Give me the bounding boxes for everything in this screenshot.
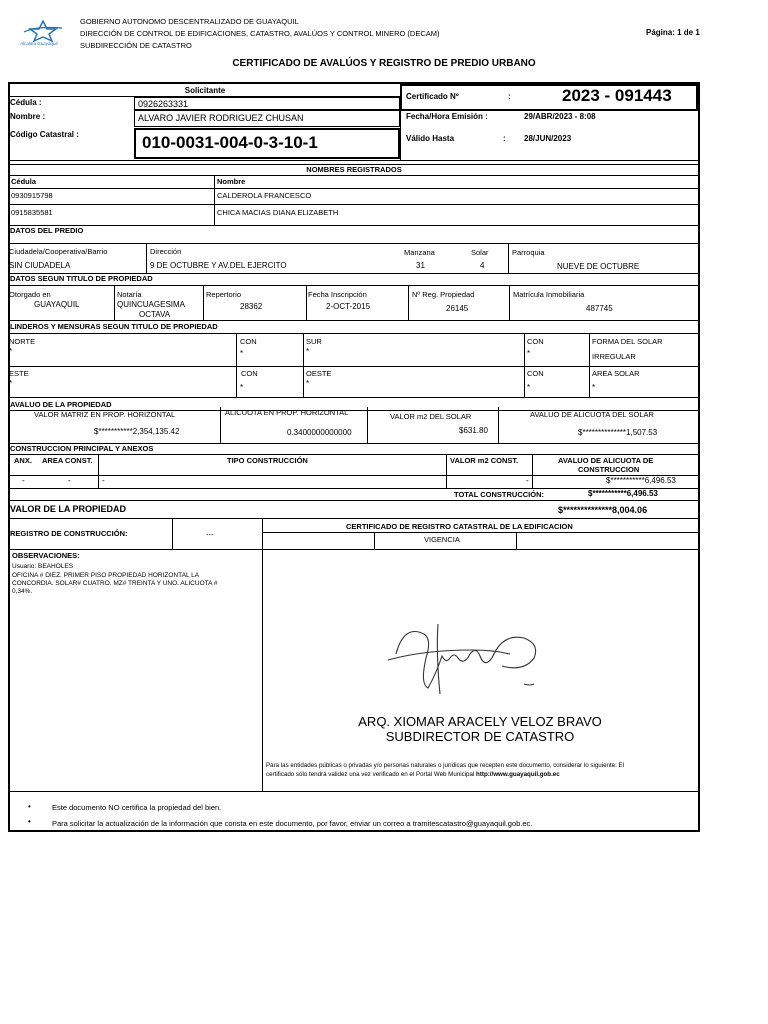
norte-label: NORTE (9, 337, 36, 346)
certificado-numero: 2023 - 091443 (562, 86, 672, 105)
norte-con-value: * (240, 349, 244, 358)
valido-colon: : (503, 134, 506, 143)
observaciones-usuario: Usuario: BEAHOLES (12, 563, 74, 570)
portal-link[interactable]: http://www.guayaquil.gob.ec (476, 771, 560, 778)
reg-nombre-2: CHICA MACIAS DIANA ELIZABETH (217, 208, 339, 217)
col-nombre: Nombre (217, 177, 246, 186)
titulo-title: DATOS SEGUN TITULO DE PROPIEDAD (10, 274, 153, 283)
avaluo-title: AVALUO DE LA PROPIEDAD (10, 400, 112, 409)
m2-solar-label: VALOR m2 DEL SOLAR (390, 412, 472, 421)
sur-con-label: CON (527, 337, 544, 346)
valido-value: 28/JUN/2023 (524, 134, 572, 143)
observaciones-line-1: OFICINA # DIEZ. PRIMER PISO PROPIEDAD HORIZONTAL LA (12, 572, 200, 579)
manzana-label: Manzana (404, 248, 435, 257)
registro-construccion-value: --- (206, 530, 214, 539)
oeste-value: * (306, 379, 310, 388)
forma-value: IRREGULAR (592, 352, 636, 361)
cert-edificacion-title: CERTIFICADO DE REGISTRO CATASTRAL DE LA EDIFICACION (346, 522, 573, 531)
otorgado-value: GUAYAQUIL (34, 300, 80, 309)
observaciones-line-2: CONCORDIA. SOLAR# CUATRO. MZ# TREINTA Y UNO. ALICUOTA # (12, 580, 218, 587)
direccion-label: Dirección (150, 247, 182, 256)
parroquia-label: Parroquia (512, 248, 545, 257)
ciudadela-label: Ciudadela/Cooperativa/Barrio (9, 247, 108, 256)
valor-propiedad-label: VALOR DE LA PROPIEDAD (10, 504, 127, 514)
row-avaluo-value: $***********6,496.53 (606, 476, 676, 485)
avaluo-alicuota-value: $**************1,507.53 (578, 428, 658, 437)
emision-value: 29/ABR/2023 - 8:08 (524, 112, 596, 121)
signatory-role: SUBDIRECTOR DE CATASTRO (385, 729, 575, 744)
este-con-value: * (240, 383, 244, 392)
norte-value: * (9, 347, 13, 356)
org-line-1: GOBIERNO AUTONOMO DESCENTRALIZADO DE GUAYAQUIL (80, 17, 299, 26)
fecha-value: 2-OCT-2015 (326, 302, 371, 311)
observaciones-title: OBSERVACIONES: (12, 551, 80, 560)
col-area: AREA CONST. (42, 456, 93, 465)
bullet-icon-2: • (28, 817, 31, 826)
ciudadela-value: SIN CIUDADELA (9, 261, 71, 270)
row-anx-dash: - (22, 476, 25, 485)
signature (384, 614, 554, 704)
solicitante-nombre: ALVARO JAVIER RODRIGUEZ CHUSAN (138, 113, 304, 123)
oeste-con-label: CON (527, 369, 544, 378)
avaluo-alicuota-label: AVALUO DE ALICUOTA DEL SOLAR (530, 410, 654, 419)
total-construccion-value: $***********6,496.53 (588, 489, 658, 498)
org-line-2: DIRECCIÓN DE CONTROL DE EDIFICACIONES, CATASTRO, AVALÚOS Y CONTROL MINERO (DECAM) (80, 29, 440, 38)
city-logo (22, 20, 64, 48)
otorgado-label: Otorgado en (9, 290, 51, 299)
nombre-label: Nombre : (10, 112, 46, 121)
sur-value: * (306, 347, 310, 356)
col-avaluo-1: AVALUO DE ALICUOTA DE (558, 456, 654, 465)
solicitante-cedula: 0926263331 (138, 99, 189, 109)
alicuota-value: 0.3400000000000 (287, 428, 352, 437)
footer-note-1: Este documento NO certifica la propiedad del bien. (52, 803, 222, 812)
solar-label: Solar (471, 248, 489, 257)
row-area-dash: - (68, 476, 71, 485)
este-value: * (9, 379, 13, 388)
manzana-value: 31 (416, 261, 425, 270)
valido-label: Válido Hasta (406, 134, 455, 143)
matricula-label: Matrícula Inmobiliaria (513, 290, 585, 299)
star-icon (22, 20, 64, 42)
fecha-label: Fecha Inscripción (308, 290, 367, 299)
reg-cedula-1: 0930915798 (11, 191, 53, 200)
registro-construccion-label: REGISTRO DE CONSTRUCCIÓN: (10, 529, 128, 538)
bullet-icon-1: • (28, 802, 31, 811)
certificado-colon: : (508, 92, 511, 101)
col-cedula: Cédula (11, 177, 37, 186)
este-label: ESTE (9, 369, 29, 378)
matriz-label: VALOR MATRIZ EN PROP. HORIZONTAL (34, 410, 176, 419)
este-con-label: CON (241, 369, 258, 378)
page-number: Página: 1 de 1 (646, 28, 700, 37)
col-tipo: TIPO CONSTRUCCIÓN (227, 456, 308, 465)
matriz-value: $***********2,354,135.42 (94, 427, 180, 436)
sur-label: SUR (306, 337, 322, 346)
registro-label: Nº Reg. Propiedad (412, 290, 475, 299)
validity-note-1: Para las entidades públicas o privadas y/o personas naturales o jurídicas que recepten este documento, considerar lo siguiente: El (266, 762, 625, 769)
observaciones-line-3: 0,34%. (12, 588, 33, 595)
col-valor-m2: VALOR m2 CONST. (450, 456, 519, 465)
forma-label: FORMA DEL SOLAR (592, 337, 663, 346)
norte-con-label: CON (240, 337, 257, 346)
notaria-value-2: OCTAVA (139, 310, 171, 319)
col-anx: ANX. (14, 456, 32, 465)
oeste-con-value: * (527, 383, 531, 392)
codigo-catastral: 010-0031-004-0-3-10-1 (142, 133, 318, 152)
row-valor-dash: - (526, 476, 529, 485)
reg-cedula-2: 0915835581 (11, 208, 53, 217)
solar-value: 4 (480, 261, 485, 270)
oeste-label: OESTE (306, 369, 332, 378)
repertorio-label: Repertorio (206, 290, 242, 299)
parroquia-value: NUEVE DE OCTUBRE (557, 262, 640, 271)
signatory-name: ARQ. XIOMAR ARACELY VELOZ BRAVO (358, 714, 602, 729)
notaria-label: Notaría (117, 290, 142, 299)
total-construccion-label: TOTAL CONSTRUCCIÓN: (454, 490, 544, 499)
valor-propiedad-value: $**************8,004.06 (558, 505, 648, 515)
nombres-title: NOMBRES REGISTRADOS (306, 165, 402, 174)
predio-title: DATOS DEL PREDIO (10, 226, 84, 235)
area-solar-label: AREA SOLAR (592, 369, 640, 378)
validity-note-2-text: certificado sólo tendrá validez una vez verificado en el Portal Web Municipal (266, 771, 475, 778)
direccion-value: 9 DE OCTUBRE Y AV.DEL EJERCITO (150, 261, 287, 270)
sur-con-value: * (527, 349, 531, 358)
logo-text: Alcaldía Guayaquil (20, 41, 58, 46)
repertorio-value: 28362 (240, 302, 263, 311)
vigencia-label: VIGENCIA (424, 535, 460, 544)
construccion-title: CONSTRUCCION PRINCIPAL Y ANEXOS (10, 444, 154, 453)
matricula-value: 487745 (586, 304, 613, 313)
registro-value: 26145 (446, 304, 469, 313)
linderos-title: LINDEROS Y MENSURAS SEGUN TITULO DE PROPIEDAD (10, 322, 218, 331)
certificado-label: Certificado Nº (406, 92, 459, 101)
col-avaluo-2: CONSTRUCCION (578, 465, 640, 474)
cedula-label: Cédula : (10, 98, 42, 107)
org-line-3: SUBDIRECCIÓN DE CATASTRO (80, 41, 192, 50)
row-tipo-dash: - (102, 476, 105, 485)
footer-note-2: Para solicitar la actualización de la información que consta en este documento, por favor, enviar un correo a tramitescatastro@guayaquil.gob.ec. (52, 819, 533, 828)
solicitante-title: Solicitante (184, 86, 226, 95)
codigo-label: Código Catastral : (10, 130, 79, 139)
reg-nombre-1: CALDEROLA FRANCESCO (217, 191, 312, 200)
emision-label: Fecha/Hora Emisión : (406, 112, 488, 121)
document-title: CERTIFICADO DE AVALÚOS Y REGISTRO DE PREDIO URBANO (232, 58, 536, 69)
m2-solar-value: $631.80 (459, 426, 488, 435)
area-solar-value: * (592, 383, 596, 392)
alicuota-label: ALICUOTA EN PROP. HORIZONTAL (225, 408, 349, 417)
notaria-value-1: QUINCUAGESIMA (117, 300, 186, 309)
validity-note-2 (266, 772, 560, 778)
